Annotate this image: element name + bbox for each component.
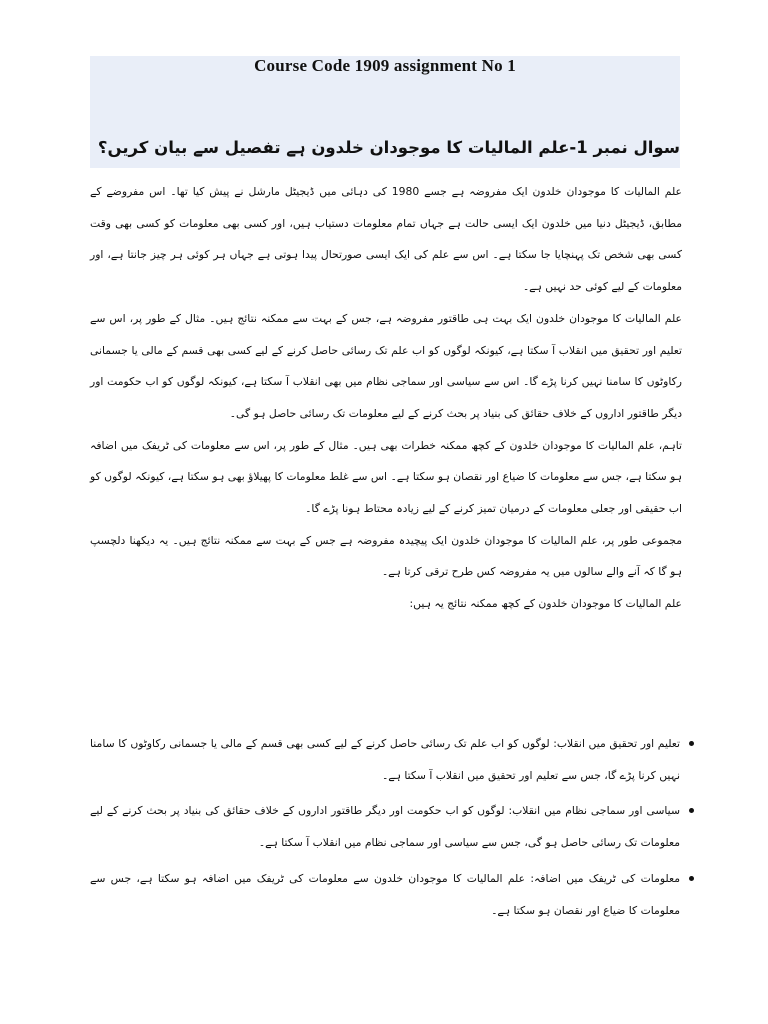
document-body bbox=[90, 176, 682, 620]
bullet-item bbox=[90, 728, 680, 791]
bullet-dot-icon bbox=[689, 808, 694, 813]
body-paragraph: علم المالیات کا موجودان خلدون کے کچھ ممکنہ نتائج یہ ہیں: bbox=[409, 597, 682, 611]
bullet-list bbox=[90, 728, 698, 926]
document-title: Course Code 1909 assignment No 1 bbox=[254, 56, 516, 75]
body-paragraph: مجموعی طور پر، علم المالیات کا موجودان خلدون ایک پیچیدہ مفروضہ ہے جس کے بہت سے ممکنہ نتائج ہیں۔ یہ دیکھنا دلچسپ ہو گا کہ آنے والے سالوں میں یہ مفروضہ کس طرح ترقی کرتا ہے۔ bbox=[90, 533, 682, 579]
bullet-text: معلومات کی ٹریفک میں اضافہ: علم المالیات کا موجودان خلدون سے معلومات کی ٹریفک میں اضافہ ہو سکتا ہے، جس سے معلومات کا ضیاع اور نقصان ہو سکتا ہے۔ bbox=[90, 871, 680, 917]
body-paragraph: علم المالیات کا موجودان خلدون ایک مفروضہ ہے جسے 1980 کی دہائی میں ڈیجیٹل مارشل نے پیش کیا تھا۔ اس مفروضے کے مطابق، ڈیجیٹل دنیا میں خلدون ایک ایسی حالت ہے جہاں تمام معلومات دستیاب ہیں، اور کسی بھی معلومات کو کسی بھی وقت کسی بھی شخص تک پہنچایا جا سکتا ہے۔ اس سے علم کی ایک ایسی صورتحال پیدا ہوتی ہے جہاں ہر کوئی ہر چیز جانتا ہے، اور معلومات کے لیے کوئی حد نہیں ہے۔ bbox=[90, 185, 682, 294]
bullet-dot-icon bbox=[689, 741, 694, 746]
bullet-item bbox=[90, 795, 680, 858]
bullet-dot-icon bbox=[689, 876, 694, 881]
bullet-text: تعلیم اور تحقیق میں انقلاب: لوگوں کو اب علم تک رسائی حاصل کرنے کے لیے کسی بھی قسم کے مالی یا جسمانی رکاوٹوں کا سامنا نہیں کرنا پڑے گا، جس سے تعلیم اور تحقیق میں انقلاب آ سکتا ہے۔ bbox=[90, 737, 680, 782]
body-paragraph: علم المالیات کا موجودان خلدون ایک بہت ہی طاقتور مفروضہ ہے، جس کے بہت سے ممکنہ نتائج ہیں۔ مثال کے طور پر، اس سے تعلیم اور تحقیق میں انقلاب آ سکتا ہے، کیونکہ لوگوں کو اب علم تک رسائی حاصل کرنے کے لیے کسی بھی قسم کے مالی یا جسمانی رکاوٹوں کا سامنا نہیں کرنا پڑے گا۔ اس سے سیاسی اور سماجی نظام میں بھی انقلاب آ سکتا ہے، کیونکہ لوگوں کو اب حکومت اور دیگر طاقتور اداروں کے خلاف حقائق کی بنیاد پر بحث کرنے کے لیے معلومات تک رسائی حاصل ہو گی۔ bbox=[90, 311, 682, 420]
question-heading: سوال نمبر 1-علم المالیات کا موجودان خلدون ہے تفصیل سے بیان کریں؟ bbox=[97, 138, 680, 157]
bullet-text: سیاسی اور سماجی نظام میں انقلاب: لوگوں کو اب حکومت اور دیگر طاقتور اداروں کے خلاف حقائق کی بنیاد پر بحث کرنے کے لیے معلومات تک رسائی حاصل ہو گی، جس سے سیاسی اور سماجی نظام میں انقلاب آ سکتا ہے۔ bbox=[90, 804, 680, 850]
bullet-item bbox=[90, 863, 680, 926]
bullet-list-container bbox=[90, 728, 698, 930]
body-paragraph: تاہم، علم المالیات کا موجودان خلدون کے کچھ ممکنہ خطرات بھی ہیں۔ مثال کے طور پر، اس سے معلومات کی ٹریفک میں اضافہ ہو سکتا ہے، جس سے معلومات کا ضیاع اور نقصان ہو سکتا ہے۔ اس سے غلط معلومات کا پھیلاؤ بھی ہو سکتا ہے، کیونکہ لوگوں کو اب حقیقی اور جعلی معلومات کے درمیان تمیز کرنے کے لیے زیادہ محتاط ہونا پڑے گا۔ bbox=[90, 438, 682, 516]
